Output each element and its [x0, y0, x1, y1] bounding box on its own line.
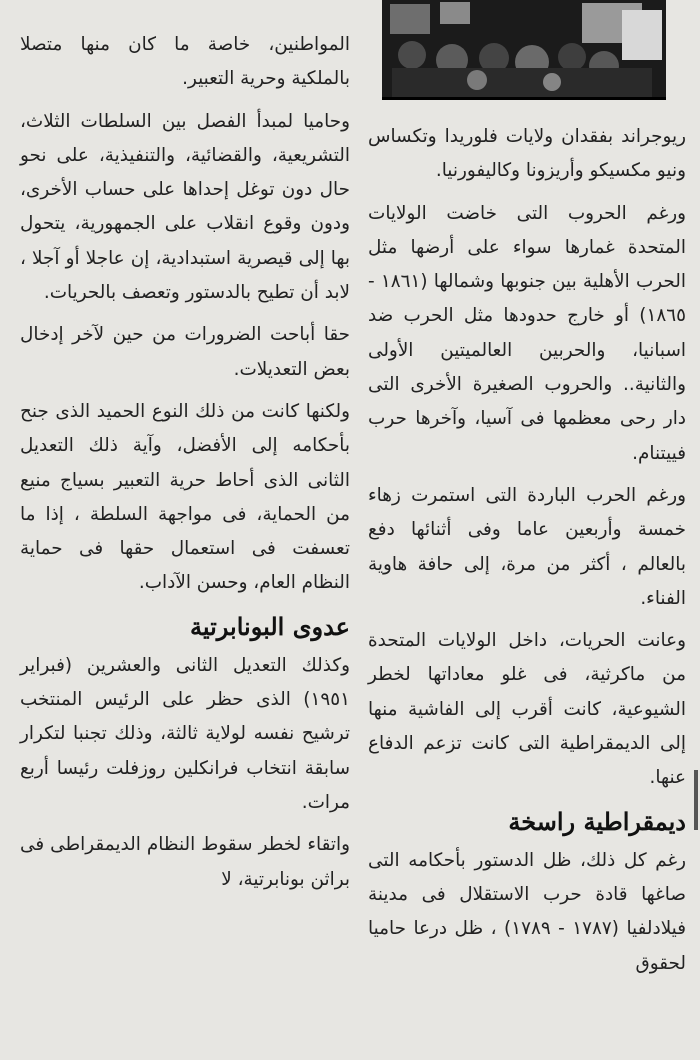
left-paragraph-3: حقا أباحت الضرورات من حين لآخر إدخال بعض التعديلات. — [20, 324, 350, 380]
right-column — [368, 120, 686, 981]
right-paragraph-4: وعانت الحريات، داخل الولايات المتحدة من ماكرثية، فى غلو معاداتها لخطر الشيوعية، كانت أقرب إلى الفاشية منها إلى الديمقراطية التى كانت تزعم الدفاع عنها. — [368, 630, 686, 789]
left-paragraph-5: وكذلك التعديل الثانى والعشرين (فبراير ١٩٥١) الذى حظر على الرئيس المنتخب ترشيح نفسه لولاية ثالثة، وذلك تجنبا لتكرار سابقة انتخاب فرانكلين روزفلت رئيسا أربع مرات. — [20, 654, 350, 813]
right-paragraph-3: ورغم الحرب الباردة التى استمرت زهاء خمسة وأربعين عاما وفى أثنائها دفع بالعالم ، أكثر من مرة، إلى حافة هاوية الفناء. — [368, 484, 686, 609]
right-paragraph-5: رغم كل ذلك، ظل الدستور بأحكامه التى صاغها قادة حرب الاستقلال فى مدينة فيلادلفيا (١٧٨٧ - ١٧٨٩) ، ظل درعا حاميا لحقوق — [368, 849, 687, 974]
left-column — [20, 28, 350, 897]
left-paragraph-6: واتقاء لخطر سقوط النظام الديمقراطى فى براثن بونابرتية، لا — [20, 834, 350, 890]
left-paragraph-2: وحاميا لمبدأ الفصل بين السلطات الثلاث، التشريعية، والقضائية، والتنفيذية، على نحو حال دون توغل إحداها على حساب الأخرى، ودون وقوع انقلاب على الجمهورية، يتحول بها إلى قيصرية استبدادية، إن عاجلا أو آجلا ، لابد أن تطيح بالدستور وتعصف بالحريات. — [20, 110, 350, 304]
left-paragraph-1: المواطنين، خاصة ما كان منها متصلا بالملكية وحرية التعبير. — [20, 34, 350, 90]
news-photo — [382, 0, 666, 100]
left-section-heading: عدوى البونابرتية — [190, 611, 350, 641]
right-paragraph-1: ريوجراند بفقدان ولايات فلوريدا وتكساس ونيو مكسيكو وأريزونا وكاليفورنيا. — [368, 126, 686, 182]
right-paragraph-2: ورغم الحروب التى خاضت الولايات المتحدة غمارها سواء على أرضها مثل الحرب الأهلية بين جنوبها وشمالها (١٨٦١ - ١٨٦٥) أو خارج حدودها مثل الحرب ضد اسبانيا، والحربين العالميتين الأولى والثانية.. والحروب الصغيرة الأخرى التى دار رحى معظمها فى آسيا، وآخرها حرب فييتنام. — [368, 202, 686, 464]
news-photo-image — [382, 0, 666, 97]
left-paragraph-4: ولكنها كانت من ذلك النوع الحميد الذى جنح بأحكامه إلى الأفضل، وآية ذلك التعديل الثانى الذى أحاط حرية التعبير بسياج منيع من الحماية، فى مواجهة السلطة ، إذا ما تعسفت فى استعمال حقها فى حماية النظام العام، وحسن الآداب. — [20, 400, 350, 594]
page-edge-mark — [694, 770, 698, 830]
right-section-heading: ديمقراطية راسخة — [508, 806, 686, 836]
